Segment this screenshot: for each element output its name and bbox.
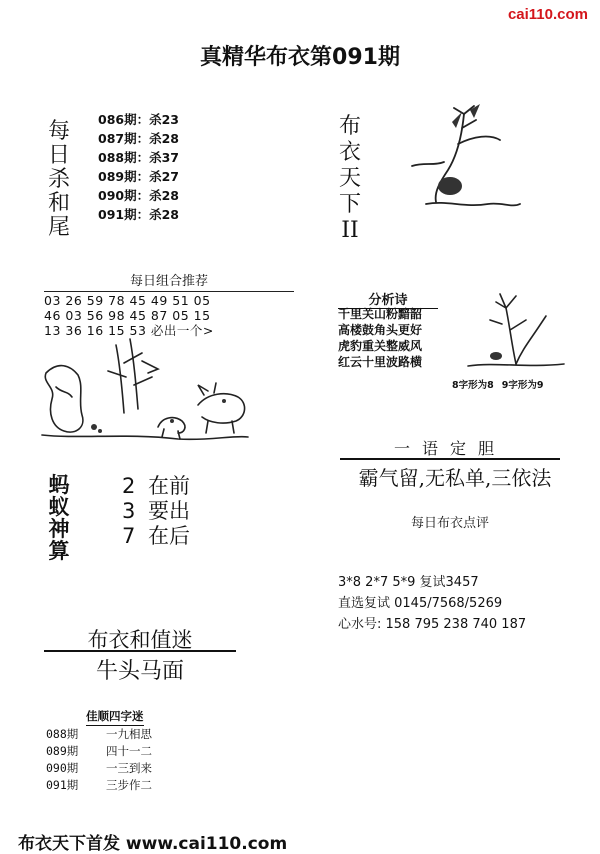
list-item: [46, 726, 152, 743]
ant-oracle-label-char: 蚁: [48, 495, 70, 519]
brand-char: 布: [338, 114, 361, 139]
combo-rows: [44, 293, 304, 338]
review-lines: [338, 572, 526, 635]
four-char-list: [46, 726, 152, 794]
brand-char: 天: [338, 166, 361, 191]
poem-line: 虎豹重关整威风: [338, 339, 423, 353]
list-item: [46, 760, 152, 777]
one-word-text: 霸气留,无私单,三依法: [358, 466, 552, 490]
divider: [340, 458, 560, 460]
poem-lines: [338, 306, 422, 370]
one-word-label: 一语定胆: [393, 439, 506, 458]
list-item: [122, 499, 190, 524]
combo-row: 46 03 56 98 45 87 05 15: [44, 308, 211, 323]
kill-tail-label-char: 日: [47, 143, 70, 168]
review-heading: 每日布衣点评: [410, 516, 489, 531]
poem-notes: [452, 377, 543, 391]
riddle-answer: 牛头马面: [95, 659, 184, 684]
kill-tail-label-char: 杀: [47, 167, 70, 192]
list-item: 086期：杀23: [98, 112, 179, 127]
ant-oracle-label-char: 蚂: [48, 473, 70, 497]
ink-illustration-tree: [466, 290, 566, 370]
period-label: 089期: [46, 744, 79, 758]
combo-heading: 每日组合推荐: [44, 270, 294, 292]
ant-oracle-label-char: 算: [48, 539, 70, 563]
poem-line: 千里关山粉黯韶: [338, 307, 423, 321]
page-title: 真精华布衣第091期: [200, 45, 400, 70]
kill-tail-label-char: 每: [47, 119, 70, 144]
ant-oracle-label: [44, 474, 74, 562]
list-item: [122, 524, 190, 549]
footer: 布衣天下首发 www.cai110.com: [18, 834, 288, 854]
riddle-text: 一九相思: [106, 727, 152, 741]
riddle-label: 布衣和值迷: [87, 628, 193, 652]
ant-number: 3: [122, 499, 136, 523]
poem-line: 红云十里波路横: [338, 355, 423, 369]
period-label: 091期: [46, 778, 79, 792]
ant-number: 2: [122, 474, 136, 498]
list-item: 089期：杀27: [98, 169, 179, 184]
brand-char: 下: [338, 192, 361, 217]
combo-row: 13 36 16 15 53 必出一个>: [44, 323, 214, 338]
ant-oracle-lines: [122, 474, 190, 549]
riddle-text: 一三到来: [106, 761, 152, 775]
list-item: [122, 474, 190, 499]
brand-char: 衣: [338, 140, 361, 165]
list-item: 087期：杀28: [98, 131, 179, 146]
divider: [44, 650, 236, 652]
review-line: 3*8 2*7 5*9 复试3457: [338, 575, 479, 590]
ant-text: 在后: [148, 524, 190, 548]
ant-text: 在前: [148, 474, 190, 498]
riddle-text: 三步作二: [106, 778, 152, 792]
list-item: 088期：杀37: [98, 150, 179, 165]
ink-illustration-branch: [404, 104, 524, 216]
combo-row: 03 26 59 78 45 49 51 05: [44, 293, 211, 308]
ant-text: 要出: [148, 499, 190, 523]
list-item: [46, 743, 152, 760]
list-item: 091期：杀28: [98, 207, 179, 222]
list-item: [46, 777, 152, 794]
brand-char: II: [341, 218, 359, 243]
list-item: 090期：杀28: [98, 188, 179, 203]
poem-line: 高楼鼓角头更好: [338, 323, 423, 337]
riddle-text: 四十一二: [106, 744, 152, 758]
poem-note: 8字形为8: [452, 380, 494, 391]
ink-illustration-animals: [38, 335, 252, 447]
review-line: 直选复试 0145/7568/5269: [338, 596, 503, 611]
kill-tail-list: [98, 110, 179, 224]
period-label: 090期: [46, 761, 79, 775]
kill-tail-label: [44, 120, 74, 240]
site-logo[interactable]: cai110.com: [507, 6, 588, 23]
kill-tail-label-char: 尾: [47, 215, 70, 240]
review-line: 心水号: 158 795 238 740 187: [338, 617, 527, 632]
brand-vertical-title: [332, 114, 368, 244]
ant-oracle-label-char: 神: [48, 517, 70, 541]
poem-heading: 分析诗: [338, 289, 438, 309]
four-char-heading: 佳顺四字迷: [86, 708, 144, 726]
ant-number: 7: [122, 524, 136, 548]
period-label: 088期: [46, 727, 79, 741]
poem-note: 9字形为9: [501, 380, 544, 391]
kill-tail-label-char: 和: [47, 191, 70, 216]
